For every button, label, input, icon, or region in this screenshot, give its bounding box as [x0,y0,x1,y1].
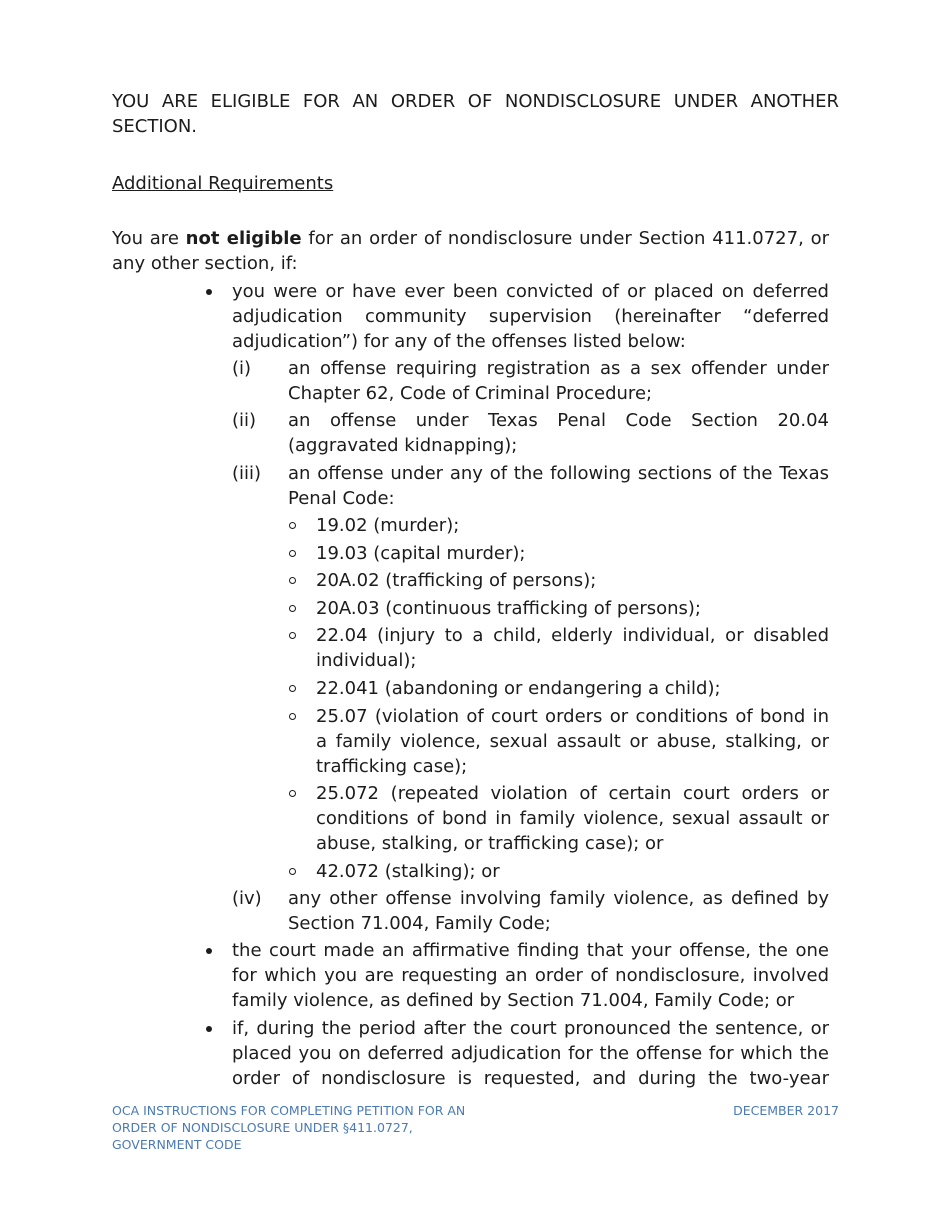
intro-paragraph: YOU ARE ELIGIBLE FOR AN ORDER OF NONDISCLOSURE UNDER ANOTHER SECTION. [112,91,839,137]
circle-bullet-icon [289,790,296,797]
roman-item: an offense under any of the following sections of the Texas Penal Code: [288,463,829,509]
bullet-item: you were or have ever been convicted of or placed on deferred adjudication community supervision (hereinafter “deferred adjudication”) for any of the offenses listed below: [232,281,829,352]
eligibility-paragraph [112,226,829,276]
circle-bullet-icon [289,713,296,720]
circle-bullet-icon [289,550,296,557]
roman-label: (iv) [232,888,262,909]
bullet-item: the court made an affirmative finding that your offense, the one for which you are requesting an order of nondisclosure, involved family violence, as defined by Section 71.004, Family Code; or [232,940,829,1011]
roman-label: (i) [232,358,252,379]
circle-bullet-icon [289,522,296,529]
sub-list-item: 25.07 (violation of court orders or conditions of bond in a family violence, sexual assault or abuse, stalking, or trafficking case); [316,706,829,777]
sub-list-item: 22.04 (injury to a child, elderly individual, or disabled individual); [316,625,829,671]
circle-bullet-icon [289,605,296,612]
bullet-icon [206,289,212,295]
footer-date: DECEMBER 2017 [733,1103,839,1118]
footer-document-title [112,1102,465,1153]
circle-bullet-icon [289,632,296,639]
circle-bullet-icon [289,577,296,584]
bullet-icon [206,1026,212,1032]
bullet-icon [206,948,212,954]
sub-list-item: 42.072 (stalking); or [316,861,500,882]
roman-item: any other offense involving family violence, as defined by Section 71.004, Family Code; [288,888,829,934]
sub-list-item: 25.072 (repeated violation of certain court orders or conditions of bond in family violence, sexual assault or abuse, stalking, or trafficking case); or [316,783,829,854]
roman-item: an offense requiring registration as a sex offender under Chapter 62, Code of Criminal Procedure; [288,358,829,404]
footer-line: ORDER OF NONDISCLOSURE UNDER §411.0727, [112,1120,413,1135]
roman-label: (iii) [232,463,262,484]
roman-label: (ii) [232,410,257,431]
bullet-item: if, during the period after the court pronounced the sentence, or placed you on deferred adjudication for the offense for which the order of nondisclosure is requested, and during the two-year [232,1018,829,1089]
paragraph-pre: You are [112,228,179,249]
section-heading: Additional Requirements [112,173,334,194]
paragraph-post: for an order of nondisclosure under Section 411.0727, or any other section, if: [112,228,829,274]
sub-list-item: 20A.02 (trafficking of persons); [316,570,597,591]
sub-list-item: 22.041 (abandoning or endangering a child); [316,678,721,699]
sub-list-item: 20A.03 (continuous trafficking of persons); [316,598,701,619]
paragraph-bold: not eligible [185,228,302,249]
footer-line: OCA INSTRUCTIONS FOR COMPLETING PETITION FOR AN [112,1103,466,1118]
circle-bullet-icon [289,685,296,692]
roman-item: an offense under Texas Penal Code Section 20.04 (aggravated kidnapping); [288,410,829,456]
sub-list-item: 19.02 (murder); [316,515,460,536]
footer-line: GOVERNMENT CODE [112,1137,242,1152]
circle-bullet-icon [289,868,296,875]
sub-list-item: 19.03 (capital murder); [316,543,526,564]
